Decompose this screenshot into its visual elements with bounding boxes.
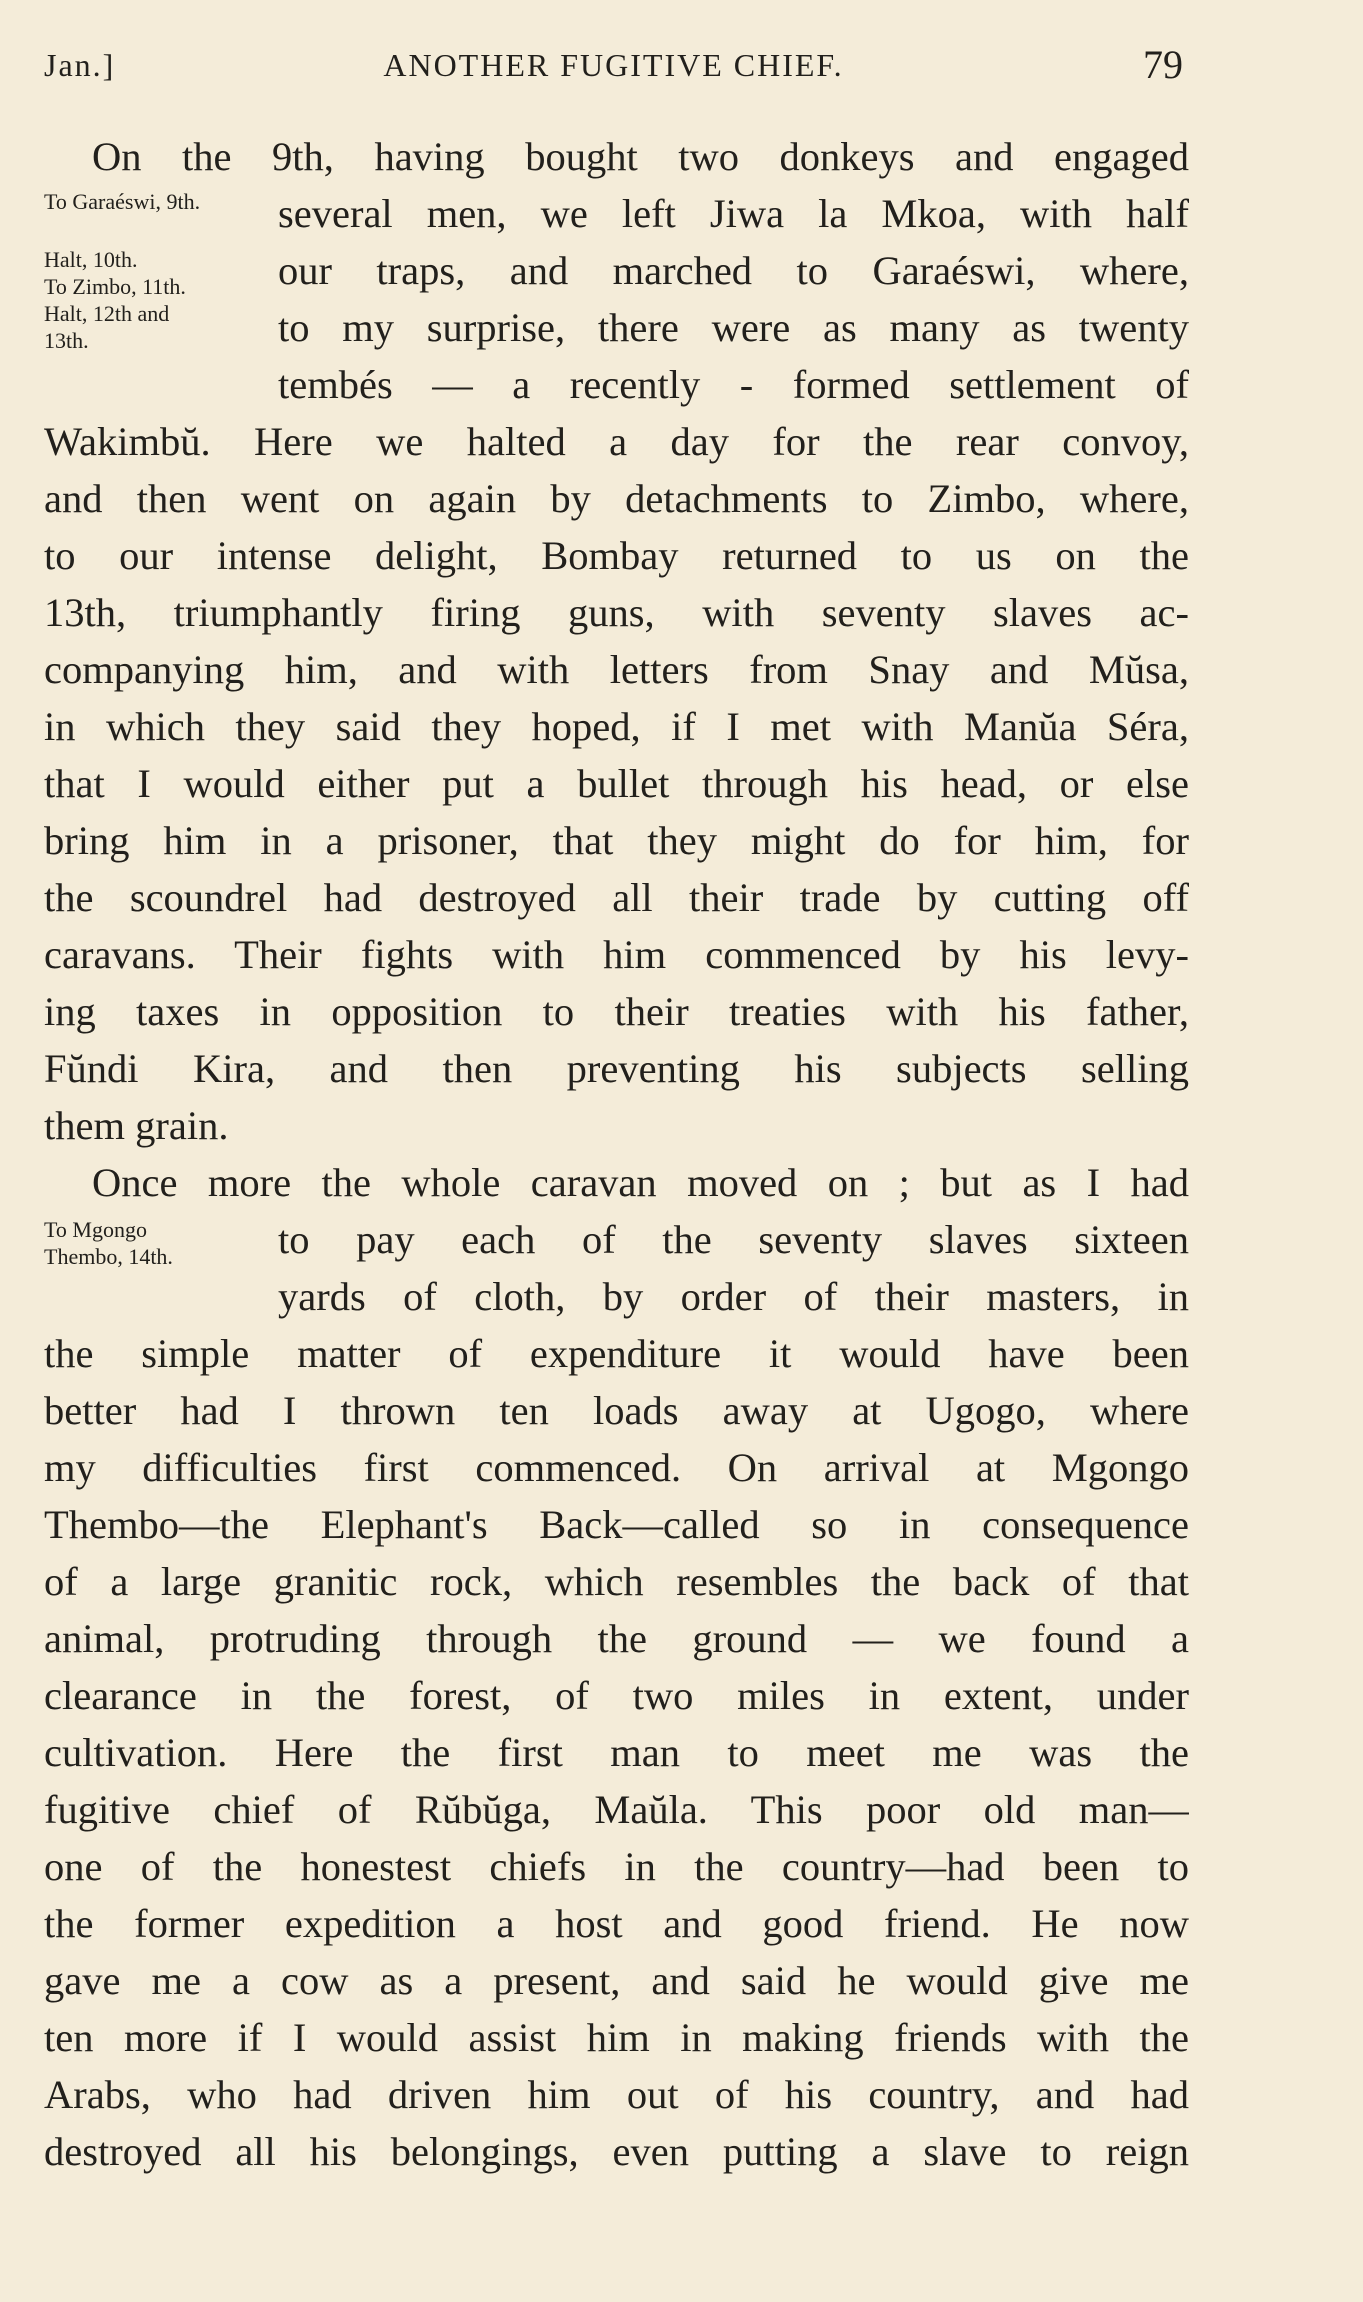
text-line: companying him, and with letters from Snay and Mŭsa,	[44, 647, 1189, 692]
text-line: tembés — a recently - formed settlement of	[278, 362, 1189, 407]
text-line: Thembo—the Elephant's Back—called so in consequence	[44, 1502, 1189, 1547]
text-line: to our intense delight, Bombay returned to us on the	[44, 533, 1189, 578]
text-line: in which they said they hoped, if I met with Manŭa Séra,	[44, 704, 1189, 749]
text-line: several men, we left Jiwa la Mkoa, with half	[278, 191, 1189, 236]
margin-note-line: Thembo, 14th.	[44, 1244, 173, 1269]
text-line: yards of cloth, by order of their masters, in	[278, 1274, 1189, 1319]
text-line: one of the honestest chiefs in the country—had been to	[44, 1844, 1189, 1889]
text-line: Fŭndi Kira, and then preventing his subjects selling	[44, 1046, 1189, 1091]
text-line: Once more the whole caravan moved on ; but as I had	[92, 1160, 1189, 1205]
margin-note-line: 13th.	[44, 328, 89, 353]
page-number: 79	[1143, 42, 1183, 87]
header-month: Jan.]	[44, 47, 116, 83]
margin-note-line: Halt, 10th.	[44, 247, 138, 272]
text-line: our traps, and marched to Garaéswi, where,	[278, 248, 1189, 293]
text-line: destroyed all his belongings, even putting a slave to reign	[44, 2129, 1189, 2174]
text-line: On the 9th, having bought two donkeys and engaged	[92, 134, 1189, 179]
text-line: Wakimbŭ. Here we halted a day for the rear convoy,	[44, 419, 1189, 464]
text-line: of a large granitic rock, which resembles the back of that	[44, 1559, 1189, 1604]
text-line: my difficulties first commenced. On arrival at Mgongo	[44, 1445, 1189, 1490]
text-line: the former expedition a host and good friend. He now	[44, 1901, 1189, 1946]
text-line: clearance in the forest, of two miles in extent, under	[44, 1673, 1189, 1718]
text-line: them grain.	[44, 1103, 229, 1148]
running-header	[44, 40, 1183, 90]
text-line: 13th, triumphantly firing guns, with seventy slaves ac-	[44, 590, 1189, 635]
margin-note-line: To Zimbo, 11th.	[44, 274, 186, 299]
margin-note-line: Halt, 12th and	[44, 301, 170, 326]
text-line: to pay each of the seventy slaves sixteen	[278, 1217, 1189, 1262]
text-line: ing taxes in opposition to their treaties with his father,	[44, 989, 1189, 1034]
text-line: that I would either put a bullet through his head, or else	[44, 761, 1189, 806]
text-line: the simple matter of expenditure it would have been	[44, 1331, 1189, 1376]
text-line: animal, protruding through the ground — we found a	[44, 1616, 1189, 1661]
margin-note-line: To Mgongo	[44, 1217, 147, 1242]
text-line: gave me a cow as a present, and said he would give me	[44, 1958, 1189, 2003]
text-line: Arabs, who had driven him out of his country, and had	[44, 2072, 1189, 2117]
text-line: cultivation. Here the first man to meet me was the	[44, 1730, 1189, 1775]
text-line: better had I thrown ten loads away at Ugogo, where	[44, 1388, 1189, 1433]
text-line: the scoundrel had destroyed all their trade by cutting off	[44, 875, 1189, 920]
text-line: fugitive chief of Rŭbŭga, Maŭla. This poor old man—	[44, 1787, 1189, 1832]
text-line: to my surprise, there were as many as twenty	[278, 305, 1189, 350]
text-line: bring him in a prisoner, that they might do for him, for	[44, 818, 1189, 863]
header-title: ANOTHER FUGITIVE CHIEF.	[383, 47, 844, 83]
text-line: and then went on again by detachments to Zimbo, where,	[44, 476, 1189, 521]
text-line: ten more if I would assist him in making friends with the	[44, 2015, 1189, 2060]
body-text	[44, 128, 1189, 2180]
text-line: caravans. Their fights with him commenced by his levy-	[44, 932, 1189, 977]
margin-note-line: To Garaéswi, 9th.	[44, 189, 201, 214]
